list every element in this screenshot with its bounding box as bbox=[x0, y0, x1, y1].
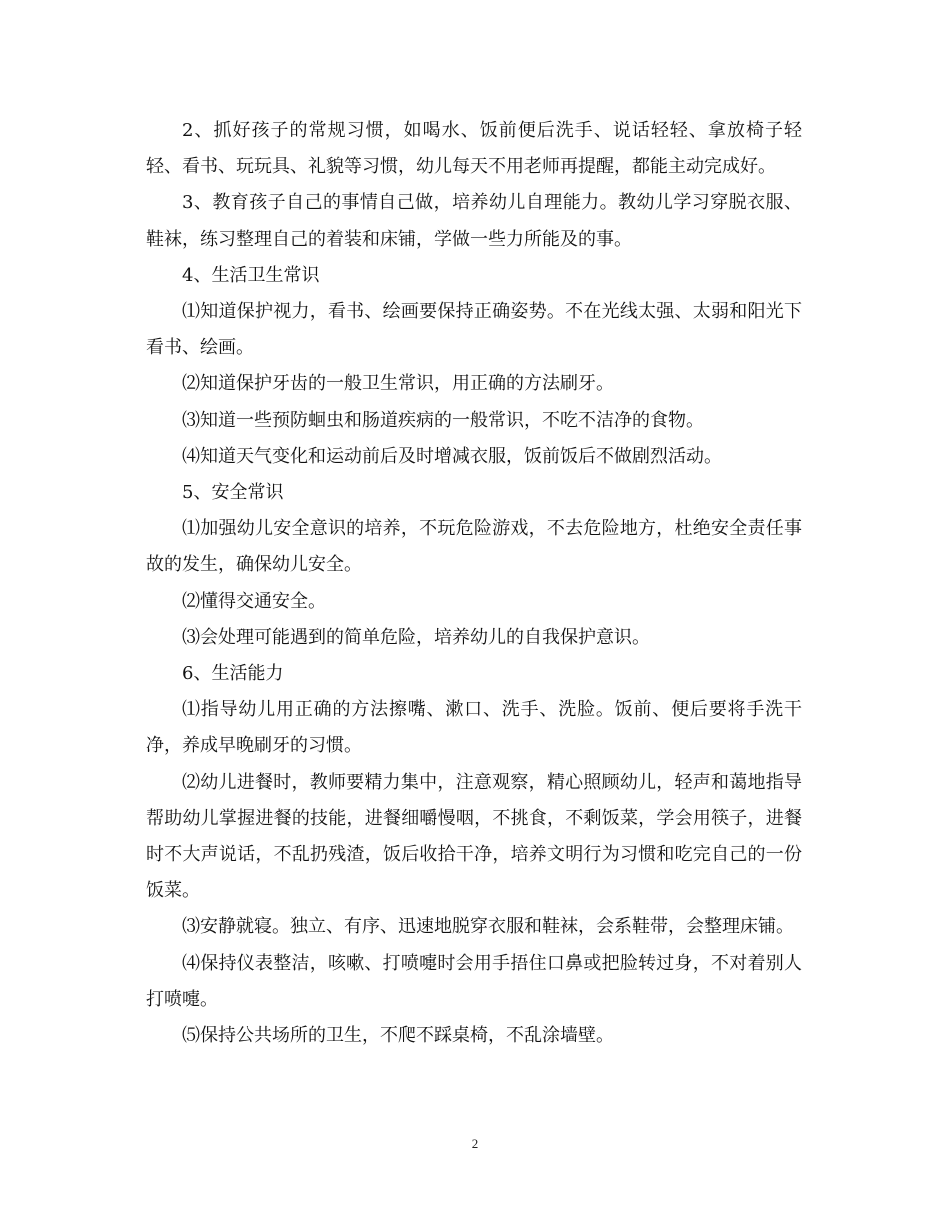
paragraph-self-care: 3、教育孩子自己的事情自己做，培养幼儿自理能力。教幼儿学习穿脱衣服、鞋袜，练习整理自己的着装和床铺，学做一些力所能及的事。 bbox=[146, 192, 802, 250]
paragraph-life-skills-4: ⑷保持仪表整洁，咳嗽、打喷嚏时会用手捂住口鼻或把脸转过身，不对着别人打喷嚏。 bbox=[146, 952, 802, 1010]
paragraph-hygiene-1: ⑴知道保护视力，看书、绘画要保持正确姿势。不在光线太强、太弱和阳光下看书、绘画。 bbox=[146, 301, 802, 359]
paragraph-safety-1: ⑴加强幼儿安全意识的培养，不玩危险游戏，不去危险地方，杜绝安全责任事故的发生，确保幼儿安全。 bbox=[146, 518, 802, 576]
paragraph-life-skills-3: ⑶安静就寝。独立、有序、迅速地脱穿衣服和鞋袜，会系鞋带，会整理床铺。 bbox=[182, 916, 794, 938]
paragraph-safety-3: ⑶会处理可能遇到的简单危险，培养幼儿的自我保护意识。 bbox=[182, 626, 650, 648]
paragraph-life-skills-1: ⑴指导幼儿用正确的方法擦嘴、漱口、洗手、洗脸。饭前、便后要将手洗干净，养成早晚刷牙的习惯。 bbox=[146, 699, 802, 757]
document-body bbox=[146, 113, 802, 1054]
section-heading-life-skills: 6、生活能力 bbox=[182, 663, 284, 685]
page-number: 2 bbox=[471, 1136, 479, 1151]
section-heading-hygiene: 4、生活卫生常识 bbox=[182, 264, 320, 286]
paragraph-hygiene-3: ⑶知道一些预防蛔虫和肠道疾病的一般常识，不吃不洁净的食物。 bbox=[182, 409, 704, 431]
section-heading-safety: 5、安全常识 bbox=[182, 482, 284, 504]
paragraph-hygiene-2: ⑵知道保护牙齿的一般卫生常识，用正确的方法刷牙。 bbox=[182, 373, 614, 395]
paragraph-hygiene-4: ⑷知道天气变化和运动前后及时增减衣服，饭前饭后不做剧烈活动。 bbox=[182, 445, 722, 467]
paragraph-life-skills-2: ⑵幼儿进餐时，教师要精力集中，注意观察，精心照顾幼儿，轻声和蔼地指导帮助幼儿掌握进餐的技能，进餐细嚼慢咽，不挑食，不剩饭菜，学会用筷子，进餐时不大声说话，不乱扔残渣，饭后收拾干净，培养文明行为习惯和吃完自己的一份饭菜。 bbox=[146, 771, 802, 902]
paragraph-habits: 2、抓好孩子的常规习惯，如喝水、饭前便后洗手、说话轻轻、拿放椅子轻轻、看书、玩玩具、礼貌等习惯，幼儿每天不用老师再提醒，都能主动完成好。 bbox=[146, 120, 802, 178]
paragraph-life-skills-5: ⑸保持公共场所的卫生，不爬不踩桌椅，不乱涂墙壁。 bbox=[182, 1025, 614, 1047]
paragraph-safety-2: ⑵懂得交通安全。 bbox=[182, 590, 326, 612]
